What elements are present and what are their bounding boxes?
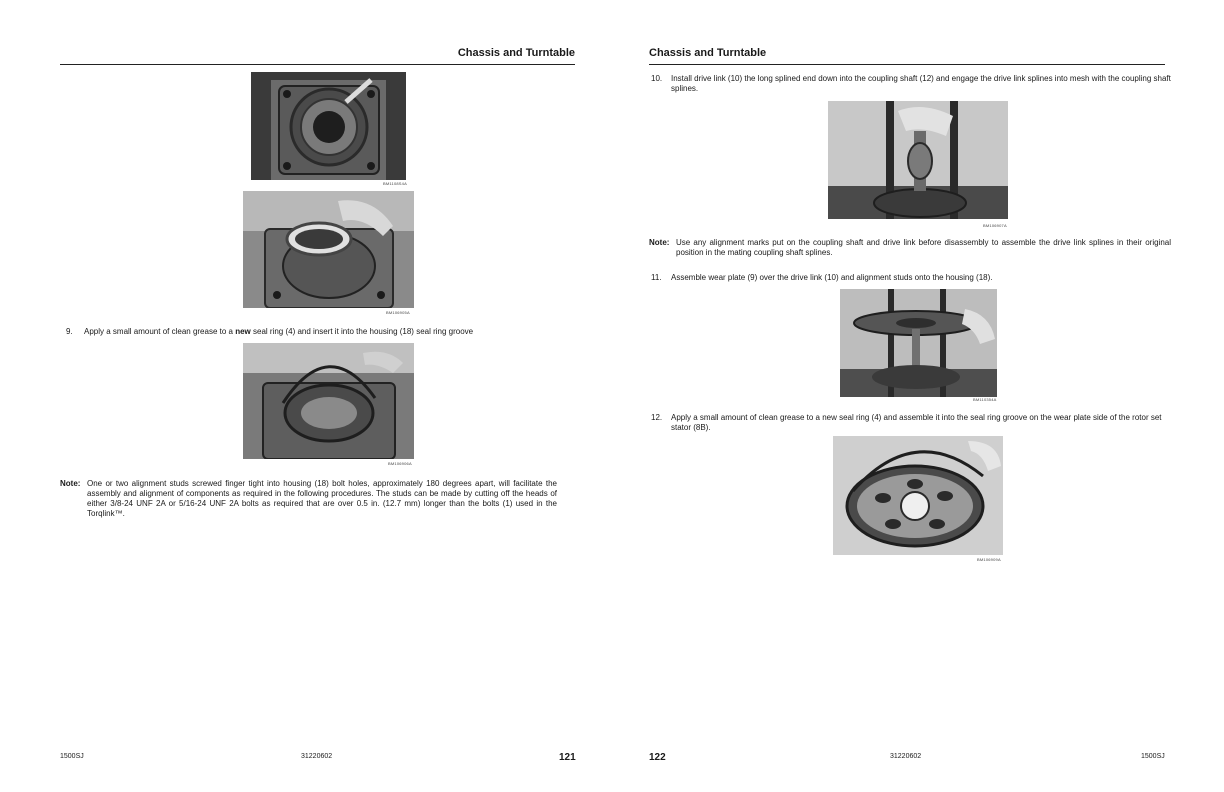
left-footer-model: 1500SJ — [60, 753, 84, 760]
right-figure-2-photo — [840, 289, 997, 397]
step-11 — [651, 273, 1171, 283]
left-header-rule — [60, 64, 575, 65]
step-10 — [651, 74, 1171, 94]
left-figure-1-code: BM1108S4A — [383, 181, 407, 186]
step-9-text: Apply a small amount of clean grease to a new seal ring (4) and insert it into the housing (18) seal ring groove — [84, 327, 474, 336]
right-note-text: Use any alignment marks put on the coupling shaft and drive link before disassembly to assemble the drive link splines in their original position in the mating coupling shaft splines. — [676, 238, 1171, 257]
step-9-number: 9. — [66, 327, 73, 336]
right-figure-1-photo — [828, 101, 1008, 219]
right-header-rule — [649, 64, 1165, 65]
left-figure-2-code: BM106905A — [386, 310, 410, 315]
step-11-number: 11. — [651, 273, 662, 282]
step-11-text: Assemble wear plate (9) over the drive link (10) and alignment studs onto the housing (18). — [671, 273, 993, 282]
left-note — [60, 479, 557, 524]
left-figure-3-photo — [243, 343, 414, 459]
right-page — [612, 0, 1224, 792]
step-10-text: Install drive link (10) the long splined end down into the coupling shaft (12) and engage the drive link splines into mesh with the coupling shaft splines. — [671, 74, 1171, 93]
right-header-title: Chassis and Turntable — [649, 47, 767, 59]
step-12 — [651, 413, 1171, 433]
left-figure-2-photo — [243, 191, 414, 308]
right-figure-3-code: BM106909A — [977, 557, 1001, 562]
right-figure-1-code: BM106907A — [983, 223, 1007, 228]
step-12-number: 12. — [651, 413, 663, 422]
left-note-text: One or two alignment studs screwed finger tight into housing (18) bolt holes, approximately 180 degrees apart, will facilitate the assembly and alignment of components as required in the following procedures. The studs can be made by cutting off the heads of either 3/8-24 UNF 2A or 5/16-24 UNF 2A bolts as required that are over 0.5 in. (12.7 mm) longer than the bolts (1) used in the Torqlink™. — [87, 479, 557, 518]
right-footer-doc-number: 31220602 — [890, 753, 922, 760]
step-9 — [66, 327, 566, 337]
left-header-title: Chassis and Turntable — [457, 47, 575, 59]
left-footer-doc-number: 31220602 — [301, 753, 333, 760]
left-figure-1-photo — [251, 72, 406, 180]
left-figure-3-code: BM106906A — [388, 461, 412, 466]
right-footer-page-number: 122 — [649, 752, 666, 763]
step-12-text: Apply a small amount of clean grease to a new seal ring (4) and assemble it into the seal ring groove on the wear plate side of the rotor set stator (8B). — [671, 413, 1162, 432]
right-figure-3-photo — [833, 436, 1003, 555]
left-footer-page-number: 121 — [559, 752, 576, 763]
right-note — [649, 238, 1171, 260]
right-note-label: Note: — [649, 238, 670, 247]
right-footer-model: 1500SJ — [1141, 753, 1165, 760]
right-figure-2-code: BM110354A — [973, 397, 997, 402]
step-9-bold-word: new — [235, 327, 251, 336]
left-note-label: Note: — [60, 479, 81, 488]
step-10-number: 10. — [651, 74, 663, 83]
